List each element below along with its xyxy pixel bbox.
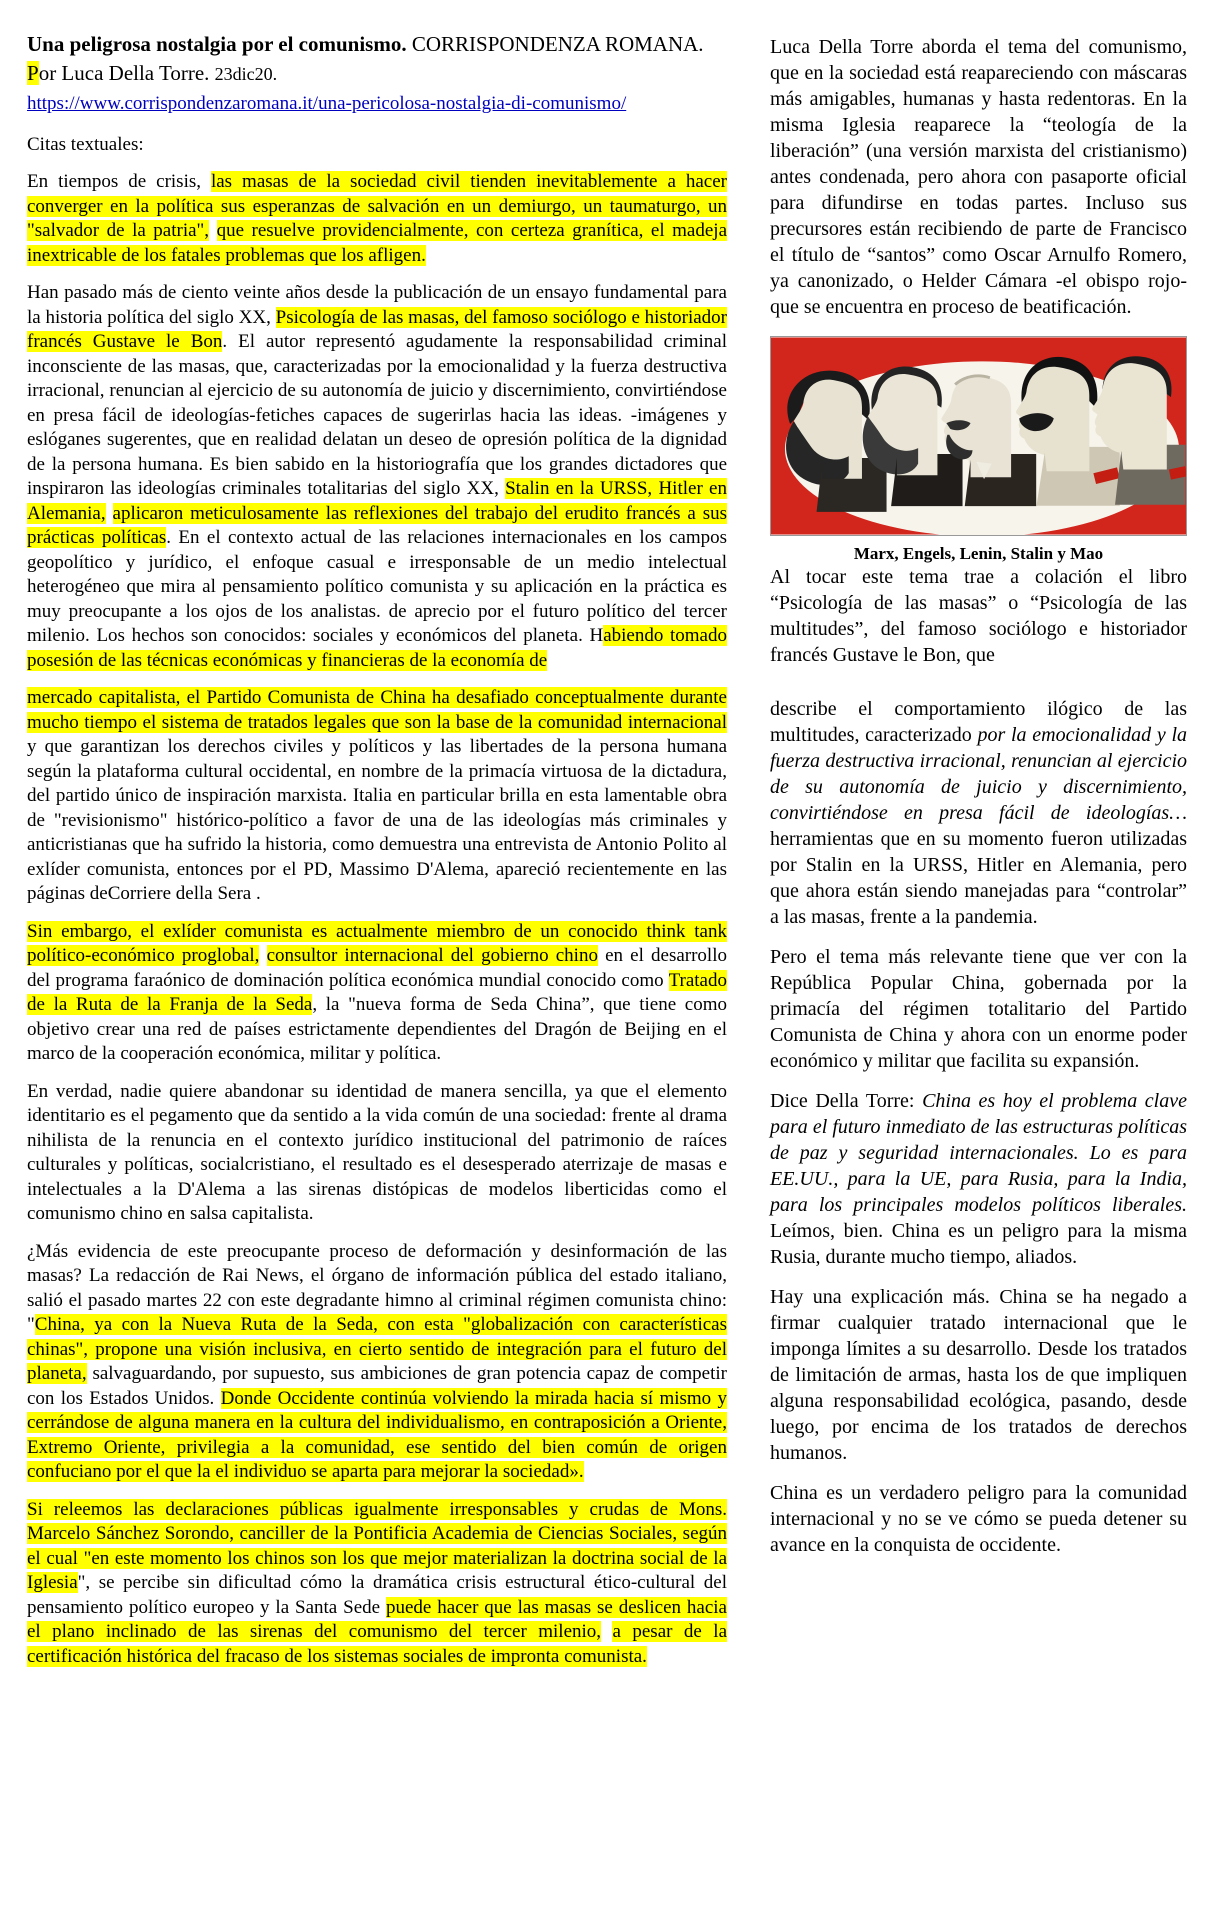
text-run: salvaguardando, por supuesto, sus ambiciones de gran potencia capaz de competir con los Estados Unidos.: [27, 1363, 727, 1409]
paragraph: [27, 1240, 727, 1485]
text-run: describe el comportamiento ilógico de las multitudes, caracterizado: [770, 698, 1187, 747]
article-url-link[interactable]: https://www.corrispondenzaromana.it/una-pericolosa-nostalgia-di-comunismo/: [27, 92, 627, 114]
highlighted-text-run: Stalin en la URSS, Hitler en Alemania,: [27, 478, 727, 524]
image-caption: Marx, Engels, Lenin, Stalin y Mao: [853, 544, 1104, 563]
communist-leaders-poster: [771, 337, 1186, 535]
text-run: y que garantizan los derechos civiles y políticos y las libertades de la persona humana según la plataforma cultural occidental, en nombre de la primacía virtuosa de la dictadura, del partido único de inspiración marxista. Italia en particular brilla en esta lamentable obra de "revisionismo" histórico-político a favor de una de las ideologías más criminales y anticristianas que ha sufrido la historia, como demuestra una entrevista de Antonio Polito al exlíder comunista, entonces por el PD, Massimo D'Alema, apareció recientemente en las páginas deCorriere della Sera .: [27, 736, 727, 905]
highlighted-text-run: aplicaron meticulosamente las reflexiones del trabajo del erudito francés a sus prácticas políticas: [27, 502, 727, 549]
leaders-image: [770, 336, 1187, 536]
highlighted-text-run: China, ya con la Nueva Ruta de la Seda, con esta "globalización con características chinas", propone una visión inclusiva, en cierto sentido de integración para el futuro del planeta,: [27, 1314, 727, 1385]
right-column-paragraphs-top: [770, 34, 1187, 320]
paragraph: [770, 1284, 1187, 1466]
text-run: Al tocar este tema trae a colación el libro “Psicología de las masas” o “Psicología de las multitudes”, del famoso sociólogo e historiador francés Gustave le Bon, que: [770, 566, 1187, 667]
highlighted-text-run: abiendo tomado posesión de las técnicas económicas y financieras de la economía de: [27, 625, 727, 671]
text-run: En tiempos de crisis,: [27, 171, 211, 193]
left-column-paragraphs: [27, 170, 727, 1669]
citas-label: Citas textuales:: [27, 134, 144, 156]
leaders-figure: [770, 336, 1187, 564]
highlighted-text-run: Si releemos las declaraciones públicas igualmente irresponsables y crudas de Mons. Marcelo Sánchez Sorondo, canciller de la Pontificia Academia de Ciencias Sociales, según el cual "en este momento los chinos son los que mejor materializan la doctrina social de la Iglesia: [27, 1498, 727, 1594]
text-run: herramientas que en su momento fueron utilizadas por Stalin en la URSS, Hitler en Alemania, pero que ahora están siendo manejadas para “controlar” a las masas, frente a la pandemia.: [770, 828, 1187, 929]
text-run: Han pasado más de ciento veinte años desde la publicación de un ensayo fundamental para la historia política del siglo XX,: [27, 282, 727, 328]
highlighted-text-run: Psicología de las masas, del famoso sociólogo e historiador francés Gustave le Bon: [27, 306, 727, 353]
title-main: Una peligrosa nostalgia por el comunismo.: [27, 32, 407, 56]
text-run: China es hoy el problema clave para el futuro inmediato de las estructuras políticas de paz y seguridad internacionales. Lo es para EE.UU., para la UE, para Rusia, para la India, para los principales modelos políticos liberales.: [770, 1090, 1187, 1217]
highlighted-text-run: Sin embargo, el exlíder comunista es actualmente miembro de un conocido think tank político-económico proglobal,: [27, 920, 727, 967]
byline: or Luca Della Torre.: [38, 61, 215, 86]
text-run: [209, 220, 217, 241]
text-run: en el desarrollo del programa faraónico de dominación política económica mundial conocido como: [27, 945, 727, 991]
left-column: [27, 30, 727, 1669]
paragraph: [770, 564, 1187, 668]
text-run: Hay una explicación más. China se ha negado a firmar cualquier tratado internacional que le imponga límites a su desarrollo. Desde los tratados de limitación de armas, hasta los de que impliquen alguna responsabilidad ecológica, pasando, desde luego, por encima de los tratados de derechos humanos.: [770, 1286, 1187, 1465]
byline-highlight: P: [27, 61, 39, 86]
text-run: Luca Della Torre aborda el tema del comunismo, que en la sociedad está reapareciendo con máscaras más amigables, humanas y hasta redentoras. En la misma Iglesia reaparece la “teología de la liberación” (una versión marxista del cristianismo) antes condenada, pero ahora con pasaporte oficial para difundirse en todas partes. Incluso sus precursores están recibiendo de parte de Francisco el título de “santos” como Oscar Arnulfo Romero, ya canonizado, o Helder Cámara -el obispo rojo- que se encuentra en proceso de beatificación.: [770, 36, 1187, 318]
title-source: CORRISPONDENZA ROMANA.: [406, 32, 704, 56]
text-run: Dice Della Torre:: [770, 1090, 923, 1113]
highlighted-text-run: Tratado de la Ruta de la Franja de la Seda: [27, 969, 727, 1016]
highlighted-text-run: consultor internacional del gobierno chino: [266, 945, 598, 967]
text-run: En verdad, nadie quiere abandonar su identidad de manera sencilla, ya que el elemento identitario es el pegamento que da sentido a la vida común de una sociedad: frente al drama nihilista de la renuncia en el contexto jurídico institucional del patrimonio de raíces culturales y políticas, socialcristiano, el resultado es el desesperado aterrizaje de masas e intelectuales a la D'Alema a las sirenas distópicas de modelos liberticidas como el comunismo chino en salsa capitalista.: [27, 1080, 727, 1225]
text-run: [259, 945, 266, 966]
text-run: . En el contexto actual de las relaciones internacionales en los campos geopolítico y jurídico, el enfoque casual e irresponsable de un medio intelectual heterogéneo que mira al pensamiento político comunista y su aplicación en la práctica es muy preocupante a los ojos de los analistas. de aprecio por el futuro político del tercer milenio. Los hechos son conocidos: sociales y económicos del planeta. H: [27, 527, 728, 647]
paragraph: [27, 686, 727, 907]
text-run: Leímos, bien. China es un peligro para la misma Rusia, durante mucho tiempo, aliados.: [770, 1220, 1187, 1269]
text-run: [601, 1621, 612, 1642]
paragraph: [770, 696, 1187, 930]
text-run: China es un verdadero peligro para la comunidad internacional y no se ve cómo se pueda detener su avance en la conquista de occidente.: [770, 1482, 1187, 1557]
text-run: Pero el tema más relevante tiene que ver con la República Popular China, gobernada por la primacía del régimen totalitario del Partido Comunista de China y ahora con un enorme poder económico y militar que facilita su expansión.: [770, 946, 1187, 1073]
highlighted-text-run: Donde Occidente continúa volviendo la mirada hacia sí mismo y cerrándose de alguna manera en la cultura del individualismo, en contraposición a Oriente, Extremo Oriente, privilegia a la comunidad, ese sentido del bien común de origen confuciano por el que la el individuo se aparta para mejorar la sociedad».: [27, 1387, 727, 1483]
text-run: , la "nueva forma de Seda China”, que tiene como objetivo crear una red de países estrictamente dependientes del Dragón de Beijing en el marco de la cooperación económica, militar y política.: [27, 994, 728, 1065]
highlighted-text-run: mercado capitalista, el Partido Comunista de China ha desafiado conceptualmente durante mucho tiempo el sistema de tratados legales que son la base de la comunidad internacional: [27, 687, 727, 733]
article-date: 23dic20.: [214, 64, 278, 85]
highlighted-text-run: puede hacer que las masas se deslicen hacia el plano inclinado de las sirenas del comunismo del tercer milenio,: [27, 1596, 727, 1643]
paragraph: [770, 34, 1187, 320]
paragraph: [27, 281, 727, 673]
text-run: por la emocionalidad y la fuerza destructiva irracional, renuncian al ejercicio de su autonomía de juicio y discernimiento, convirtiéndose en presa fácil de ideologías…: [770, 724, 1188, 825]
text-run: ¿Más evidencia de este preocupante proceso de deformación y desinformación de las masas? La redacción de Rai News, el órgano de información pública del estado italiano, salió el pasado martes 22 con este degradante himno al criminal régimen comunista chino: ": [27, 1240, 727, 1336]
highlighted-text-run: las masas de la sociedad civil tienden inevitablemente a hacer converger en la política sus esperanzas de salvación en un demiurgo, un taumaturgo, un "salvador de la patria",: [27, 171, 727, 242]
text-run: ", se percibe sin dificultad cómo la dramática crisis estructural ético-cultural del pensamiento político europeo y la Santa Sede: [27, 1572, 727, 1618]
highlighted-text-run: que resuelve providencialmente, con certeza granítica, el madeja inextricable de los fatales problemas que los afligen.: [27, 220, 728, 266]
paragraph: [27, 920, 727, 1067]
text-run: [106, 503, 113, 524]
paragraph: [770, 1480, 1187, 1558]
paragraph: [770, 1088, 1187, 1270]
article-title: [27, 30, 727, 89]
paragraph: [27, 1498, 727, 1670]
right-column-paragraphs-bottom: [770, 564, 1187, 1558]
paragraph: [770, 944, 1187, 1074]
text-run: . El autor representó agudamente la responsabilidad criminal inconsciente de las masas, que, caracterizadas por la emocionalidad y la fuerza destructiva irracional, renuncian al ejercicio de su autonomía de juicio y discernimiento, convirtiéndose en presa fácil de ideologías-fetiches capaces de sugerirlas hacia las ideas. -imágenes y eslóganes sugerentes, que en realidad delatan un deseo de opresión política de la dignidad de la persona humana. Es bien sabido en la historiografía que los grandes dictadores que inspiraron las ideologías criminales totalitarias del siglo XX,: [27, 331, 727, 500]
paragraph: [27, 170, 727, 268]
right-column: [770, 34, 1187, 1558]
paragraph: [27, 1080, 727, 1227]
highlighted-text-run: a pesar de la certificación histórica del fracaso de los sistemas sociales de impronta comunista.: [27, 1621, 727, 1667]
